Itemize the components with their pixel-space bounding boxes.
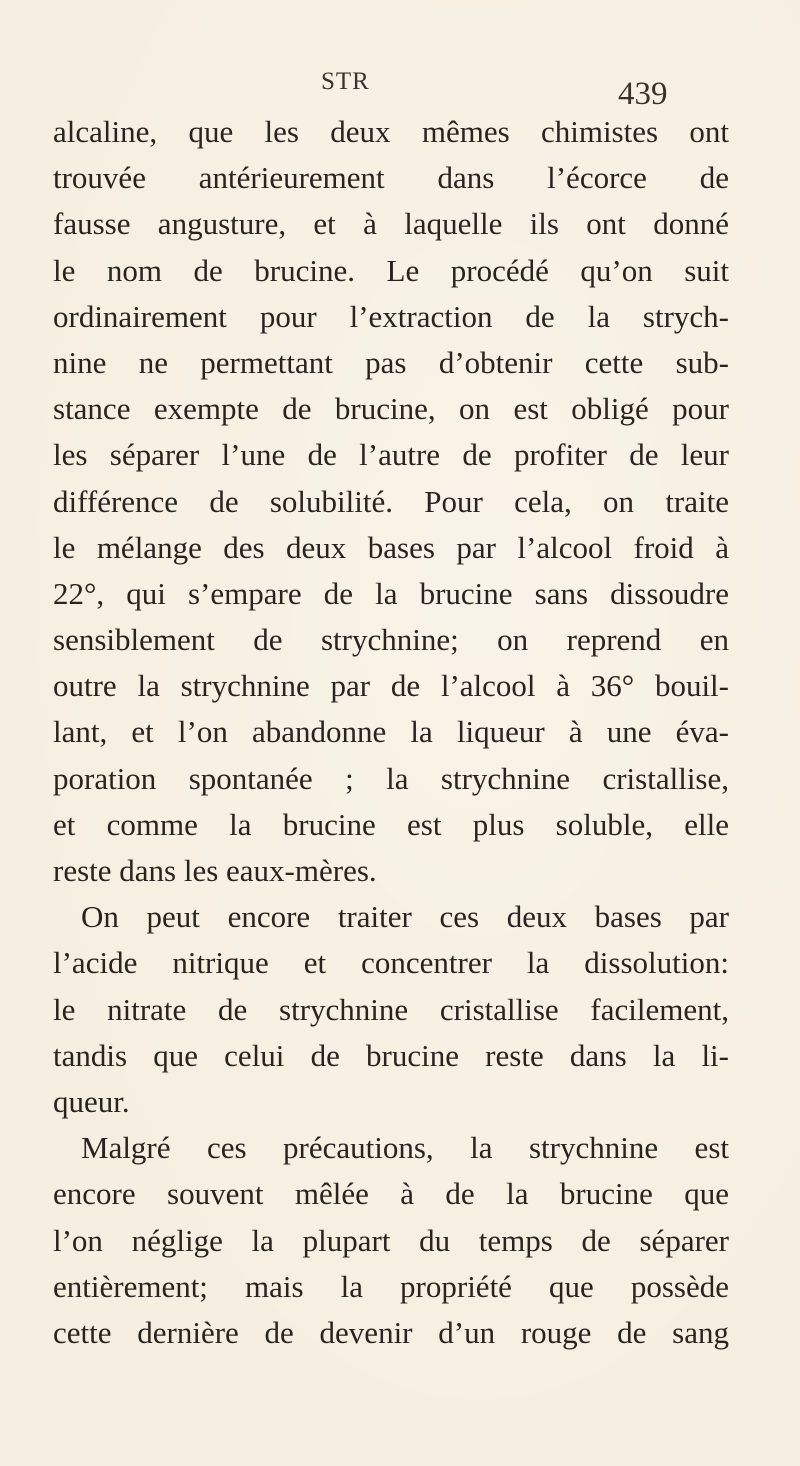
text-line: poration spontanée ; la strychnine cristallise, [53, 760, 729, 796]
text-line: sensiblement de strychnine; on reprend en [53, 622, 729, 658]
text-line: reste dans les eaux-mères. [53, 853, 377, 888]
text-line: l’acide nitrique et concentrer la dissolution: [53, 945, 729, 981]
text-line: encore souvent mêlée à de la brucine que [53, 1176, 729, 1212]
text-line: l’on néglige la plupart du temps de séparer [53, 1222, 729, 1258]
text-line: le nitrate de strychnine cristallise facilement, [53, 991, 729, 1027]
text-line: 22°, qui s’empare de la brucine sans dissoudre [53, 575, 729, 611]
text-line: ordinairement pour l’extraction de la strych- [53, 298, 729, 334]
running-head [0, 68, 800, 112]
text-line: lant, et l’on abandonne la liqueur à une éva- [53, 714, 729, 750]
text-line: différence de solubilité. Pour cela, on traite [53, 483, 729, 519]
text-line: et comme la brucine est plus soluble, elle [53, 806, 729, 842]
text-line: stance exempte de brucine, on est obligé pour [53, 391, 729, 427]
text-line: tandis que celui de brucine reste dans la li- [53, 1037, 729, 1073]
text-line: cette dernière de devenir d’un rouge de sang [53, 1314, 729, 1350]
text-line: outre la strychnine par de l’alcool à 36° bouil- [53, 668, 729, 704]
page-number: 439 [618, 76, 668, 112]
text-line: fausse angusture, et à laquelle ils ont donné [53, 206, 729, 242]
text-line: trouvée antérieurement dans l’écorce de [53, 160, 729, 196]
text-line: nine ne permettant pas d’obtenir cette sub- [53, 344, 729, 380]
text-line: queur. [53, 1083, 130, 1119]
body-text [53, 109, 729, 1356]
text-line: le mélange des deux bases par l’alcool froid à [53, 529, 729, 565]
text-line: alcaline, que les deux mêmes chimistes ont [53, 114, 729, 149]
text-line: entièrement; mais la propriété que possède [53, 1268, 729, 1304]
text-line: les séparer l’une de l’autre de profiter de leur [53, 437, 729, 473]
text-line: le nom de brucine. Le procédé qu’on suit [53, 252, 729, 288]
text-line: Malgré ces précautions, la strychnine est [81, 1130, 729, 1166]
text-line: On peut encore traiter ces deux bases par [81, 899, 729, 935]
running-title: STR [321, 68, 370, 95]
